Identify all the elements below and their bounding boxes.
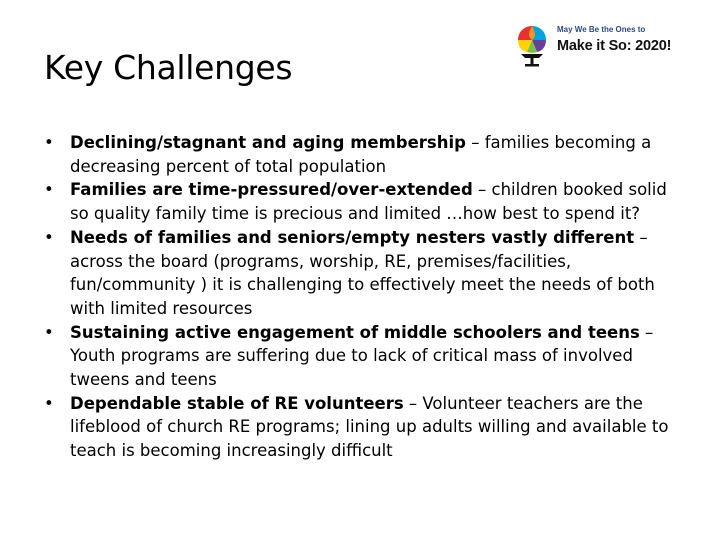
logo-tagline: May We Be the Ones to xyxy=(557,25,646,34)
list-item xyxy=(44,131,684,178)
bullet-dot: • xyxy=(44,133,54,152)
logo-slogan: Make it So: 2020! xyxy=(557,38,672,54)
challenge-list xyxy=(44,131,684,463)
chalice-flame-icon xyxy=(512,20,556,68)
slide-title: Key Challenges xyxy=(44,48,293,87)
logo xyxy=(512,20,702,68)
list-item xyxy=(44,321,684,392)
bullet-dot: • xyxy=(44,180,54,200)
bullet-dot: • xyxy=(44,322,54,342)
bullet-lead: Sustaining active engagement of middle schoolers and teens xyxy=(70,322,640,342)
bullet-lead: Families are time-pressured/over-extended xyxy=(70,180,473,200)
list-item xyxy=(44,392,684,463)
bullet-dot: • xyxy=(44,227,54,247)
bullet-lead: Dependable stable of RE volunteers xyxy=(70,393,404,413)
bullet-body: – children booked solid so quality family time is precious and limited …how best to spend it? xyxy=(70,180,667,224)
bullet-dot: • xyxy=(44,393,54,413)
bullet-body: – Volunteer teachers are the lifeblood of church RE programs; lining up adults willing and available to teach is becoming increasingly difficult xyxy=(70,393,669,461)
bullet-body: – across the board (programs, worship, RE, premises/facilities, fun/community ) it is challenging to effectively meet the needs of both with limited resources xyxy=(70,227,655,318)
bullet-lead: Needs of families and seniors/empty nesters vastly different xyxy=(70,227,635,247)
bullet-lead: Declining/stagnant and aging membership xyxy=(70,133,466,152)
list-item xyxy=(44,226,684,321)
list-item xyxy=(44,178,684,225)
bullet-body: – families becoming a decreasing percent of total population xyxy=(70,133,652,176)
bullet-body: – Youth programs are suffering due to lack of critical mass of involved tweens and teens xyxy=(70,322,654,390)
